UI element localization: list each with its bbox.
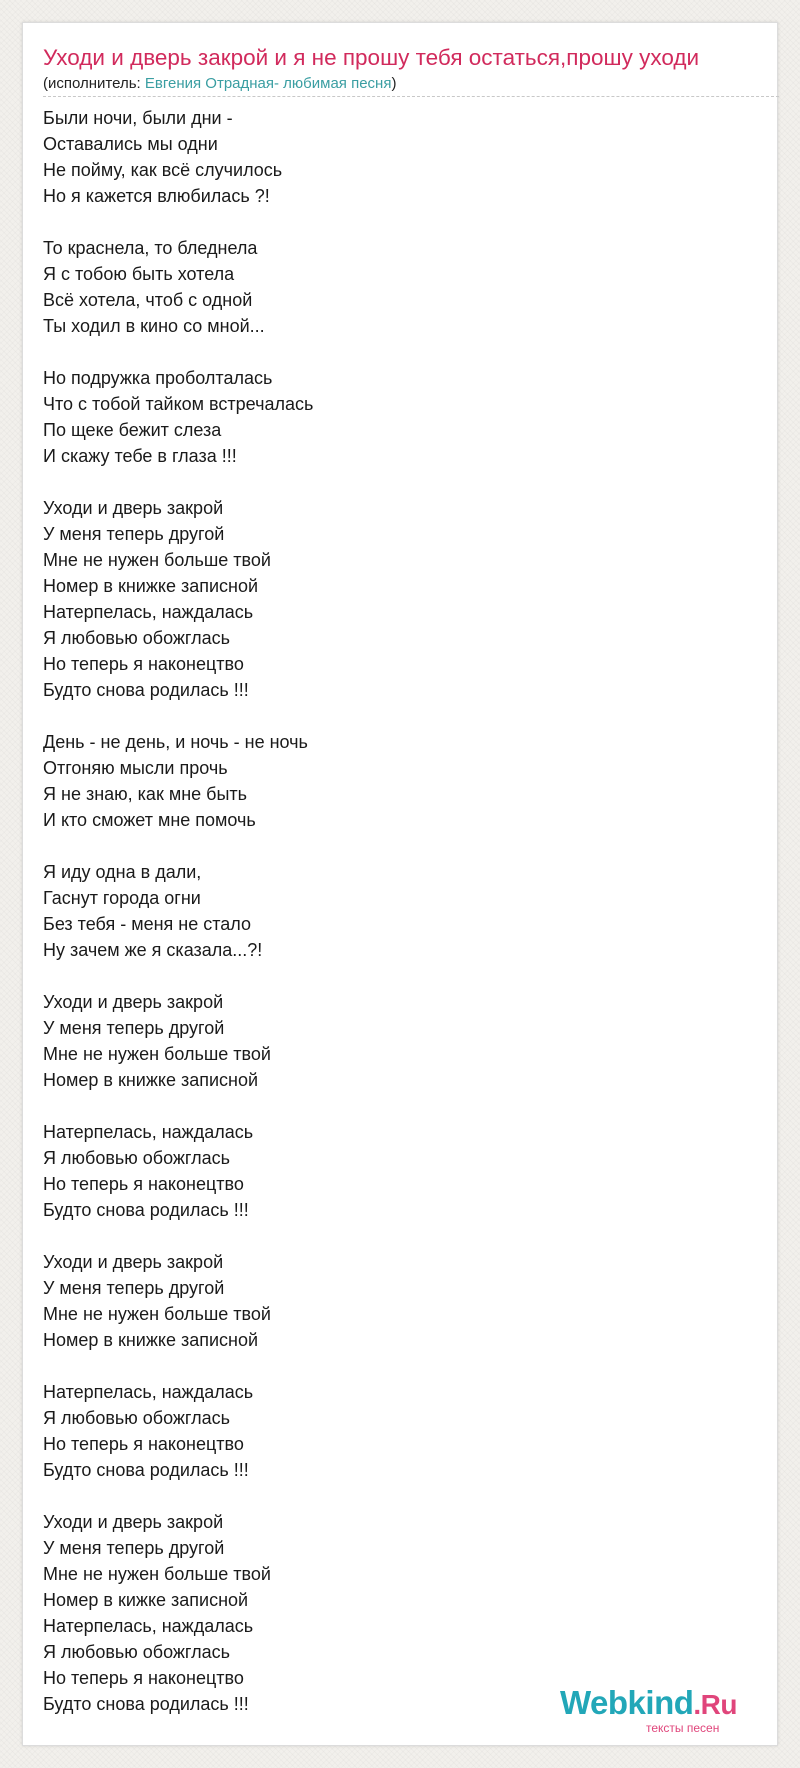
- lyrics-line: Но теперь я наконецтво: [43, 1174, 244, 1194]
- lyrics-stanza: [43, 1509, 313, 1717]
- lyrics-line: Оставались мы одни: [43, 134, 218, 154]
- lyrics-line: Я с тобою быть хотела: [43, 264, 235, 284]
- lyrics-line: Без тебя - меня не стало: [43, 914, 251, 934]
- lyrics-line: У меня теперь другой: [43, 524, 225, 544]
- lyrics-line: Натерпелась, наждалась: [43, 1616, 254, 1636]
- performer-suffix: ): [391, 75, 397, 92]
- lyrics-line: Я любовью обожглась: [43, 1408, 230, 1428]
- lyrics-line: Уходи и дверь закрой: [43, 1512, 224, 1532]
- lyrics-line: Были ночи, были дни -: [43, 108, 233, 128]
- lyrics-line: И скажу тебе в глаза !!!: [43, 446, 237, 466]
- lyrics-line: То краснела, то бледнела: [43, 238, 258, 258]
- lyrics-stanza: [43, 1379, 313, 1483]
- lyrics-line: Натерпелась, наждалась: [43, 1382, 254, 1402]
- lyrics-line: Всё хотела, чтоб с одной: [43, 290, 253, 310]
- lyrics-stanza: [43, 495, 313, 703]
- lyrics-line: Но теперь я наконецтво: [43, 1668, 244, 1688]
- lyrics-stanza: [43, 989, 313, 1093]
- lyrics-line: Ты ходил в кино со мной...: [43, 316, 265, 336]
- lyrics-stanza: [43, 729, 313, 833]
- lyrics-stanza: [43, 859, 313, 963]
- lyrics-line: Будто снова родилась !!!: [43, 680, 249, 700]
- lyrics-stanza: [43, 235, 313, 339]
- lyrics-line: Мне не нужен больше твой: [43, 1044, 271, 1064]
- lyrics-line: По щеке бежит слеза: [43, 420, 222, 440]
- lyrics-line: Номер в книжке записной: [43, 576, 259, 596]
- lyrics-stanza: [43, 1249, 313, 1353]
- lyrics-line: Я любовью обожглась: [43, 628, 230, 648]
- lyrics-line: Номер в книжке записной: [43, 1330, 259, 1350]
- lyrics-line: Не пойму, как всё случилось: [43, 160, 283, 180]
- lyrics-line: Я любовью обожглась: [43, 1642, 230, 1662]
- lyrics-line: Будто снова родилась !!!: [43, 1694, 249, 1714]
- lyrics-line: У меня теперь другой: [43, 1018, 225, 1038]
- performer-link[interactable]: Евгения Отрадная- любимая песня: [144, 75, 392, 92]
- performer-prefix: (исполнитель:: [43, 75, 145, 92]
- lyrics-line: Номер в книжке записной: [43, 1070, 259, 1090]
- lyrics-line: Но я кажется влюбилась ?!: [43, 186, 270, 206]
- lyrics-card: [22, 22, 778, 1746]
- lyrics-line: Я любовью обожглась: [43, 1148, 230, 1168]
- lyrics-line: У меня теперь другой: [43, 1538, 225, 1558]
- lyrics-line: Но теперь я наконецтво: [43, 654, 244, 674]
- lyrics-line: Ну зачем же я сказала...?!: [43, 940, 263, 960]
- logo-tld: .Ru: [693, 1689, 738, 1720]
- lyrics-line: Мне не нужен больше твой: [43, 550, 271, 570]
- lyrics-line: Гаснут города огни: [43, 888, 201, 908]
- logo-wordmark: [560, 1683, 737, 1725]
- lyrics-stanza: [43, 105, 313, 209]
- lyrics-line: Мне не нужен больше твой: [43, 1564, 271, 1584]
- song-title: Уходи и дверь закрой и я не прошу тебя остаться,прошу уходи: [43, 45, 700, 70]
- lyrics-line: Но теперь я наконецтво: [43, 1434, 244, 1454]
- performer-line: [43, 74, 396, 94]
- lyrics-line: Я иду одна в дали,: [43, 862, 202, 882]
- lyrics-line: И кто сможет мне помочь: [43, 810, 256, 830]
- header-divider: [43, 96, 779, 97]
- lyrics-line: Уходи и дверь закрой: [43, 498, 224, 518]
- lyrics-stanza: [43, 365, 313, 469]
- lyrics-line: Уходи и дверь закрой: [43, 992, 224, 1012]
- lyrics-line: Натерпелась, наждалась: [43, 1122, 254, 1142]
- lyrics-line: Но подружка проболталась: [43, 368, 273, 388]
- lyrics-line: У меня теперь другой: [43, 1278, 225, 1298]
- lyrics-line: Отгоняю мысли прочь: [43, 758, 228, 778]
- logo-brand: Webkind: [560, 1684, 694, 1721]
- lyrics-body: [43, 105, 313, 1743]
- lyrics-line: День - не день, и ночь - не ночь: [43, 732, 308, 752]
- lyrics-line: Уходи и дверь закрой: [43, 1252, 224, 1272]
- lyrics-line: Натерпелась, наждалась: [43, 602, 254, 622]
- logo-tagline: тексты песен: [646, 1721, 720, 1735]
- webkind-logo: [560, 1683, 780, 1739]
- lyrics-line: Что с тобой тайком встречалась: [43, 394, 314, 414]
- lyrics-line: Номер в кижке записной: [43, 1590, 249, 1610]
- lyrics-line: Мне не нужен больше твой: [43, 1304, 271, 1324]
- lyrics-line: Будто снова родилась !!!: [43, 1460, 249, 1480]
- lyrics-stanza: [43, 1119, 313, 1223]
- lyrics-line: Будто снова родилась !!!: [43, 1200, 249, 1220]
- lyrics-line: Я не знаю, как мне быть: [43, 784, 248, 804]
